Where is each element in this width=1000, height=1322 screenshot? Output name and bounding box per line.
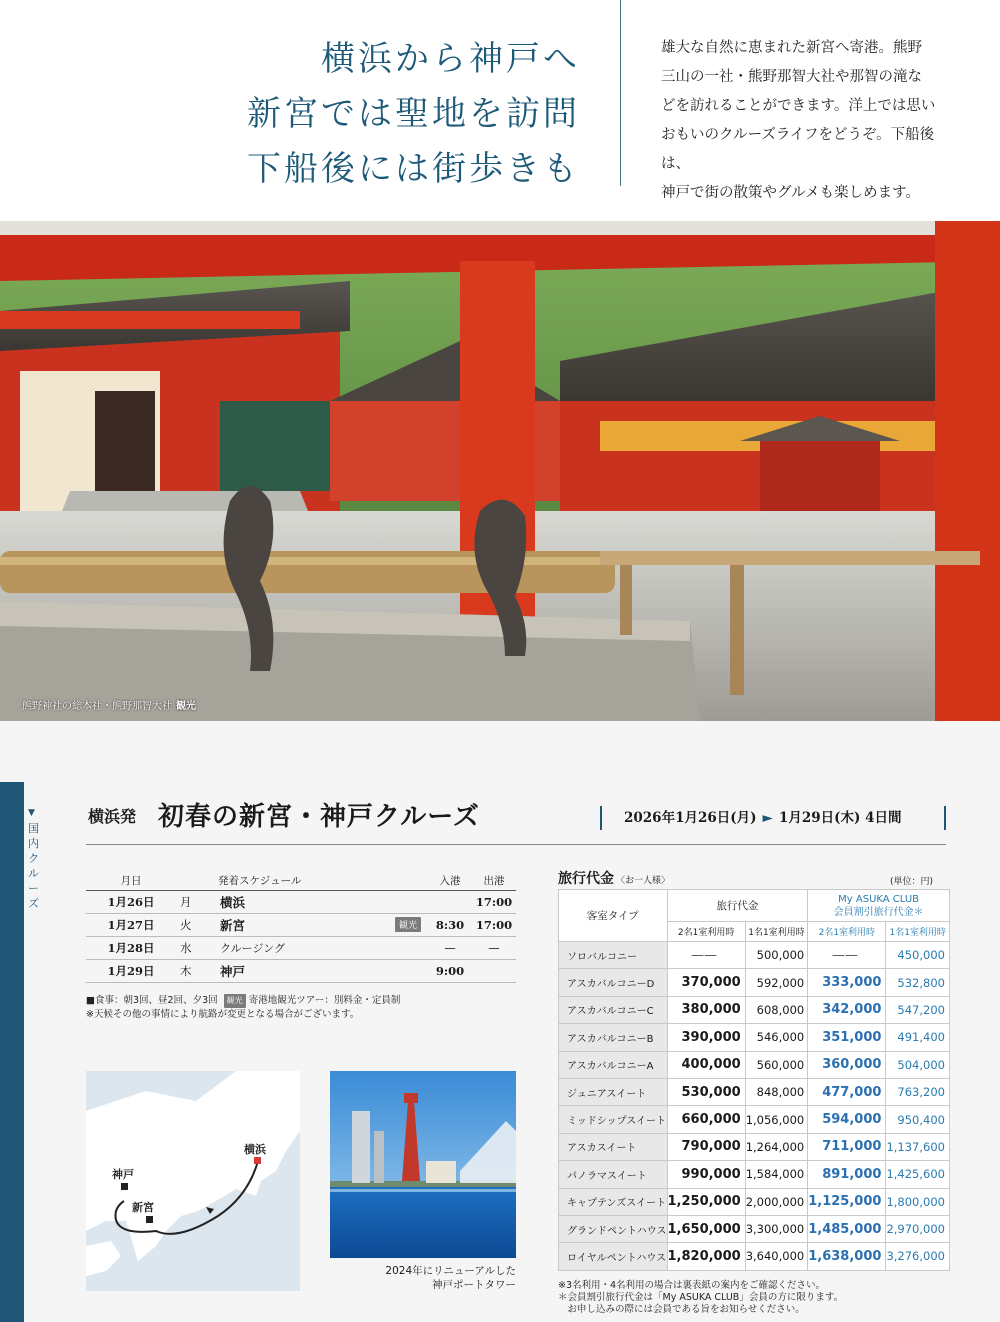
member-fare-two: 1,125,000 xyxy=(808,1188,886,1215)
schedule-weekday: 木 xyxy=(176,959,216,982)
fare-table xyxy=(558,889,950,1271)
triangle-down-icon: ▼ xyxy=(28,808,35,818)
map-label-kobe: 神戸 xyxy=(112,1168,134,1181)
schedule-depart: — xyxy=(472,936,516,959)
room-type: ジュニアスイート xyxy=(559,1078,668,1105)
member-fare-one: 3,276,000 xyxy=(886,1243,950,1270)
schedule-row xyxy=(86,890,516,913)
member-fare-two: 1,638,000 xyxy=(808,1243,886,1270)
schedule-header-row xyxy=(86,871,516,890)
schedule-arrive: — xyxy=(428,936,472,959)
fare-title xyxy=(558,868,670,888)
member-fare-two: 711,000 xyxy=(808,1133,886,1160)
schedule-row xyxy=(86,936,516,959)
schedule-table xyxy=(86,871,516,983)
intro-text xyxy=(661,34,961,208)
headline-line: 下船後には街歩きも xyxy=(247,149,580,189)
fare-one: 1,264,000 xyxy=(745,1133,808,1160)
schedule-depart: 17:00 xyxy=(472,913,516,936)
side-label-text: 国内クルーズ xyxy=(28,822,39,910)
member-fare-two: 1,485,000 xyxy=(808,1215,886,1242)
intro-line: 雄大な自然に恵まれた新宮へ寄港。熊野 xyxy=(661,40,922,56)
fare-header-member xyxy=(808,890,950,922)
room-type: アスカバルコニーB xyxy=(559,1024,668,1051)
arrow-right-icon: ► xyxy=(762,810,773,826)
schedule-row xyxy=(86,913,516,936)
fare-two: 660,000 xyxy=(667,1106,745,1133)
schedule-header-depart: 出港 xyxy=(472,871,516,890)
map-label-yokohama: 横浜 xyxy=(244,1143,266,1156)
tower-caption-line: 神戸ポートタワー xyxy=(432,1279,516,1291)
member-fare-one: 491,400 xyxy=(886,1024,950,1051)
member-fare-two: 891,000 xyxy=(808,1161,886,1188)
port-tower-photo xyxy=(330,1071,516,1258)
schedule-weekday: 月 xyxy=(176,890,216,913)
intro-line: 三山の一社・熊野那智大社や那智の滝な xyxy=(661,69,922,85)
map-label-shingu: 新宮 xyxy=(132,1201,154,1214)
member-fare-one: 1,425,600 xyxy=(886,1161,950,1188)
fare-one: 546,000 xyxy=(745,1024,808,1051)
schedule-header-arrive: 入港 xyxy=(428,871,472,890)
title-rule xyxy=(86,844,946,845)
intro-line: 神戸で街の散策やグルメも楽しめます。 xyxy=(661,185,920,201)
schedule-notes xyxy=(86,994,400,1022)
schedule-header-tag xyxy=(388,871,428,890)
member-fare-two: 342,000 xyxy=(808,996,886,1023)
room-type: ソロバルコニー xyxy=(559,942,668,969)
side-tab xyxy=(0,782,24,1322)
schedule-date: 1月27日 xyxy=(86,913,176,936)
fare-row xyxy=(559,1188,950,1215)
member-fare-one: 547,200 xyxy=(886,996,950,1023)
member-fare-one: 2,970,000 xyxy=(886,1215,950,1242)
member-fare-one: 450,000 xyxy=(886,942,950,969)
headline-line: 新宮では聖地を訪問 xyxy=(247,94,580,134)
fare-unit: (単位：円) xyxy=(890,877,934,887)
fare-notes xyxy=(558,1280,843,1316)
route-map xyxy=(86,1071,300,1291)
schedule-header-date: 月日 xyxy=(86,871,176,890)
schedule-weekday: 水 xyxy=(176,936,216,959)
header-divider xyxy=(620,0,621,186)
fare-one: 3,300,000 xyxy=(745,1215,808,1242)
room-type: アスカバルコニーA xyxy=(559,1051,668,1078)
room-type: アスカスイート xyxy=(559,1133,668,1160)
schedule-row xyxy=(86,959,516,982)
fare-header-price: 旅行代金 xyxy=(667,890,808,922)
fare-header-row xyxy=(559,890,950,922)
room-type: アスカバルコニーC xyxy=(559,996,668,1023)
fare-two: 370,000 xyxy=(667,969,745,996)
photo-tag: 観光 xyxy=(176,701,196,712)
headline xyxy=(230,32,580,197)
fare-header-two: 2名1室利用時 xyxy=(667,922,745,942)
schedule-header-weekday xyxy=(176,871,216,890)
member-fare-two: 333,000 xyxy=(808,969,886,996)
fare-one: 2,000,000 xyxy=(745,1188,808,1215)
fare-row xyxy=(559,996,950,1023)
member-fare-two: 360,000 xyxy=(808,1051,886,1078)
fare-one: 560,000 xyxy=(745,1051,808,1078)
schedule-tag xyxy=(388,913,428,936)
schedule-depart: 17:00 xyxy=(472,890,516,913)
member-fare-two: 594,000 xyxy=(808,1106,886,1133)
fare-one: 608,000 xyxy=(745,996,808,1023)
member-fare-one: 1,800,000 xyxy=(886,1188,950,1215)
intro-line: どを訪れることができます。洋上では思い xyxy=(661,98,936,114)
meals-note xyxy=(86,994,400,1008)
room-type: グランドペントハウス xyxy=(559,1215,668,1242)
meals-text: ■食事：朝3回、昼2回、夕3回 xyxy=(86,995,218,1006)
fare-one: 592,000 xyxy=(745,969,808,996)
fare-one: 1,584,000 xyxy=(745,1161,808,1188)
fare-one: 500,000 xyxy=(745,942,808,969)
cruise-title: 初春の新宮・神戸クルーズ xyxy=(158,802,480,832)
member-header-line1: My ASUKA CLUB xyxy=(838,893,920,905)
fare-two: 790,000 xyxy=(667,1133,745,1160)
schedule-date: 1月26日 xyxy=(86,890,176,913)
headline-line: 横浜から神戸へ xyxy=(321,39,580,79)
room-type: ロイヤルペントハウス xyxy=(559,1243,668,1270)
schedule-port: クルージング xyxy=(216,936,388,959)
cruise-departure: 横浜発 xyxy=(88,807,137,826)
side-label xyxy=(28,806,44,911)
photo-caption xyxy=(22,697,196,712)
member-header-line2: 会員割引旅行代金＊ xyxy=(833,906,924,918)
fare-title-sub: 〈お一人様〉 xyxy=(616,876,671,886)
schedule-tag xyxy=(388,959,428,982)
shrine-photo xyxy=(0,221,1000,721)
tour-text: 寄港地観光ツアー：別料金・定員制 xyxy=(248,995,401,1006)
fare-two: 390,000 xyxy=(667,1024,745,1051)
member-fare-two: 477,000 xyxy=(808,1078,886,1105)
fare-note: お申し込みの際には会員である旨をお知らせください。 xyxy=(558,1304,805,1315)
member-fare-two: —— xyxy=(808,942,886,969)
room-type: キャプテンズスイート xyxy=(559,1188,668,1215)
photo-caption-text: 熊野神社の総本社・熊野那智大社 xyxy=(22,701,172,712)
schedule-arrive: 8:30 xyxy=(428,913,472,936)
room-type: アスカバルコニーD xyxy=(559,969,668,996)
fare-one: 1,056,000 xyxy=(745,1106,808,1133)
schedule-port: 横浜 xyxy=(216,890,388,913)
schedule-weekday: 火 xyxy=(176,913,216,936)
fare-row xyxy=(559,1215,950,1242)
fare-two: 380,000 xyxy=(667,996,745,1023)
fare-two: 1,250,000 xyxy=(667,1188,745,1215)
fare-row xyxy=(559,969,950,996)
schedule-port: 新宮 xyxy=(216,913,388,936)
fare-row xyxy=(559,1051,950,1078)
fare-two: 400,000 xyxy=(667,1051,745,1078)
member-fare-one: 763,200 xyxy=(886,1078,950,1105)
fare-header-room-type: 客室タイプ xyxy=(559,890,668,942)
fare-row xyxy=(559,1161,950,1188)
room-type: ミッドシップスイート xyxy=(559,1106,668,1133)
schedule-arrive xyxy=(428,890,472,913)
fare-two: 990,000 xyxy=(667,1161,745,1188)
weather-note: ※天候その他の事情により航路が変更となる場合がございます。 xyxy=(86,1009,360,1020)
fare-title-text: 旅行代金 xyxy=(558,871,614,887)
schedule-port: 神戸 xyxy=(216,959,388,982)
room-type: パノラマスイート xyxy=(559,1161,668,1188)
fare-row xyxy=(559,1078,950,1105)
fare-row xyxy=(559,1133,950,1160)
fare-row xyxy=(559,1106,950,1133)
schedule-date: 1月29日 xyxy=(86,959,176,982)
fare-row xyxy=(559,942,950,969)
fare-row xyxy=(559,1024,950,1051)
schedule-header-plan: 発着スケジュール xyxy=(216,871,388,890)
member-fare-one: 504,000 xyxy=(886,1051,950,1078)
fare-header-member-one: 1名1室利用時 xyxy=(886,922,950,942)
intro-line: おもいのクルーズライフをどうぞ。下船後は、 xyxy=(661,127,935,172)
cruise-dates xyxy=(600,806,946,830)
member-fare-one: 1,137,600 xyxy=(886,1133,950,1160)
member-fare-one: 532,800 xyxy=(886,969,950,996)
fare-note: ※3名利用・4名利用の場合は裏表紙の案内をご確認ください。 xyxy=(558,1280,826,1291)
fare-header-one: 1名1室利用時 xyxy=(745,922,808,942)
schedule-date: 1月28日 xyxy=(86,936,176,959)
fare-header-member-two: 2名1室利用時 xyxy=(808,922,886,942)
schedule-arrive: 9:00 xyxy=(428,959,472,982)
schedule-depart xyxy=(472,959,516,982)
date-start: 2026年1月26日(月) xyxy=(624,810,757,826)
date-end: 1月29日(木) 4日間 xyxy=(778,810,902,826)
sightseeing-badge: 観光 xyxy=(224,994,246,1008)
member-fare-two: 351,000 xyxy=(808,1024,886,1051)
fare-one: 848,000 xyxy=(745,1078,808,1105)
schedule-tag xyxy=(388,890,428,913)
fare-one: 3,640,000 xyxy=(745,1243,808,1270)
schedule-tag xyxy=(388,936,428,959)
fare-row xyxy=(559,1243,950,1270)
fare-two: 530,000 xyxy=(667,1078,745,1105)
fare-note: ＊会員割引旅行代金は「My ASUKA CLUB」会員の方に限ります。 xyxy=(558,1292,844,1303)
tower-caption-line: 2024年にリニューアルした xyxy=(385,1265,516,1277)
fare-two: —— xyxy=(667,942,745,969)
sightseeing-badge: 観光 xyxy=(395,917,421,932)
fare-two: 1,820,000 xyxy=(667,1243,745,1270)
member-fare-one: 950,400 xyxy=(886,1106,950,1133)
port-tower-caption xyxy=(330,1264,516,1292)
fare-two: 1,650,000 xyxy=(667,1215,745,1242)
